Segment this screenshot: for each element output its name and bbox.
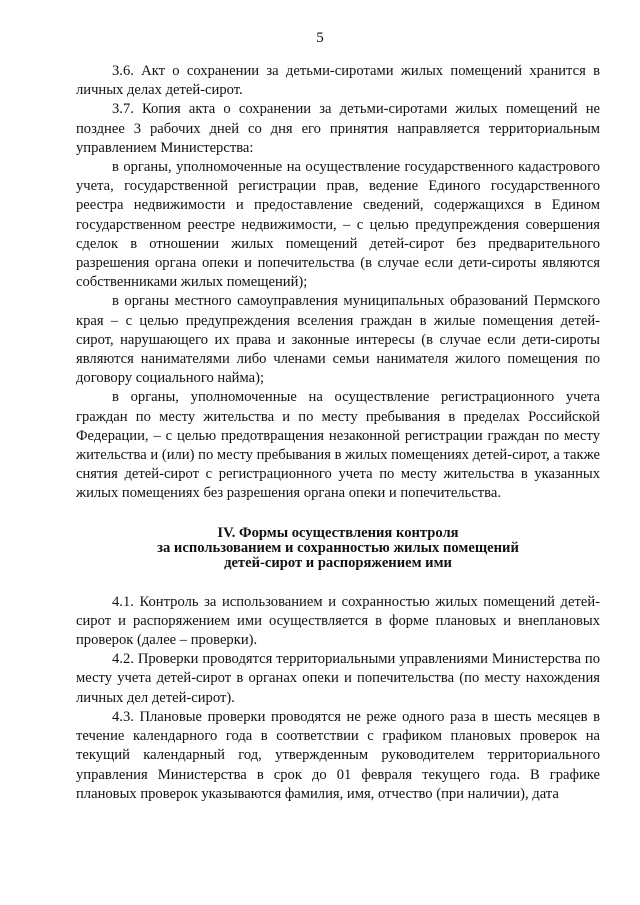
paragraph-3-7: 3.7. Копия акта о сохранении за детьми-сиротами жилых помещений не позднее 3 рабочих дней со дня его принятия направляется территориальным управлением Министерства:	[76, 101, 600, 156]
section-heading-line: за использованием и сохранностью жилых помещений	[157, 539, 519, 556]
section-heading-line: IV. Формы осуществления контроля	[217, 524, 459, 541]
paragraph-cadastral-bodies: в органы, уполномоченные на осуществление государственного кадастрового учета, государственной регистрации прав, ведение Единого государственного реестра недвижимости и предоставление сведений, содержащихся в Едином государственном реестре недвижимости, – с целью предупреждения совершения сделок в отношении жилых помещений детей-сирот без предварительного разрешения органа опеки и попечительства (в случае если дети-сироты являются собственниками жилых помещений);	[76, 159, 600, 291]
paragraph-3-6: 3.6. Акт о сохранении за детьми-сиротами жилых помещений хранится в личных делах детей-сирот.	[76, 63, 600, 99]
paragraph-4-2: 4.2. Проверки проводятся территориальными управлениями Министерства по месту учета детей-сирот в органах опеки и попечительства (по месту нахождения личных дел детей-сирот).	[76, 651, 600, 706]
paragraph-4-1: 4.1. Контроль за использованием и сохранностью жилых помещений детей-сирот и распоряжением ими осуществляется в форме плановых и внеплановых проверок (далее – проверки).	[76, 593, 600, 649]
section-heading	[76, 526, 600, 571]
paragraph-registration-bodies: в органы, уполномоченные на осуществление регистрационного учета граждан по месту жительства и по месту пребывания в пределах Российской Федерации, – с целью предотвращения незаконной регистрации граждан по месту жительства и (или) по месту пребывания в жилых помещениях детей-сирот, а также снятия детей-сирот с регистрационного учета по месту жительства в указанных жилых помещениях без разрешения органа опеки и попечительства.	[76, 389, 600, 502]
paragraph-local-government: в органы местного самоуправления муниципальных образований Пермского края – с целью предупреждения вселения граждан в жилые помещения детей-сирот, нарушающего их права и законные интересы (в случае если дети-сироты являются нанимателями либо членами семьи нанимателя жилого помещения по договору социального найма);	[76, 293, 600, 387]
section-heading-line: детей-сирот и распоряжением ими	[224, 554, 452, 571]
paragraph-4-3: 4.3. Плановые проверки проводятся не реже одного раза в шесть месяцев в течение календарного года в соответствии с графиком плановых проверок на текущий календарный год, утвержденным руководителем территориального управления Министерства в срок до 01 февраля текущего года. В графике плановых проверок указываются фамилия, имя, отчество (при наличии), дата	[76, 708, 600, 802]
page-number: 5	[316, 30, 324, 46]
document-body	[76, 62, 600, 804]
